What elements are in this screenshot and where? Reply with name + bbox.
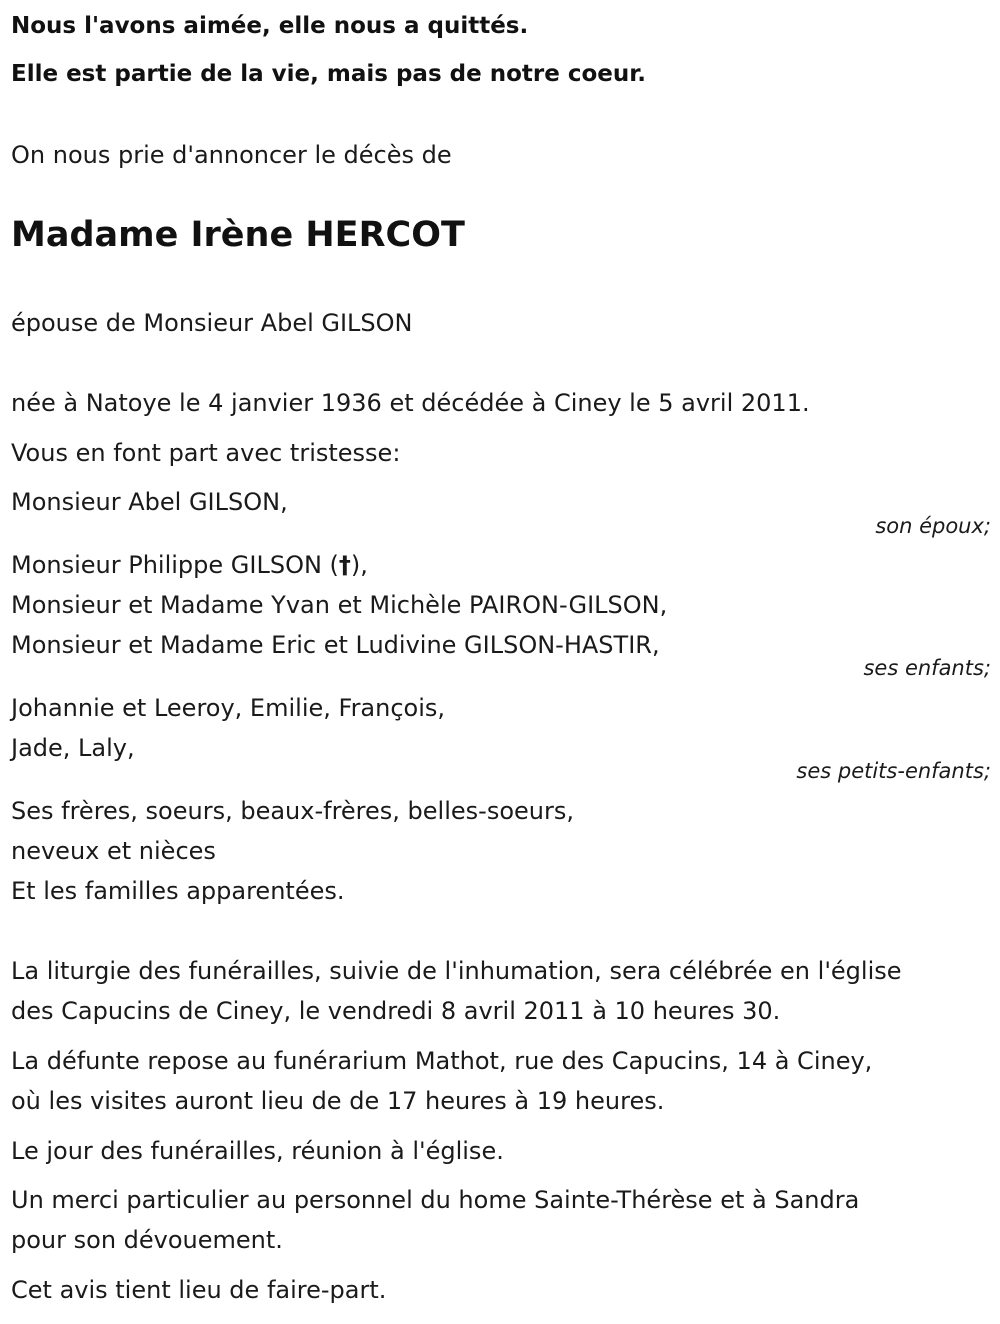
deceased-name: Madame Irène HERCOT — [11, 215, 465, 255]
children-role: ses enfants; — [863, 656, 991, 680]
heading-line-2: Elle est partie de la vie, mais pas de notre coeur. — [11, 61, 647, 87]
spouse-text: épouse de Monsieur Abel GILSON — [11, 309, 413, 337]
child-2: Monsieur et Madame Yvan et Michèle PAIRON-GILSON, — [11, 591, 668, 619]
spouse-role: son époux; — [875, 514, 991, 538]
cross-icon: † — [338, 551, 351, 579]
others-line-1: Ses frères, soeurs, beaux-frères, belles-soeurs, — [11, 797, 574, 825]
intro-text: On nous prie d'annoncer le décès de — [11, 141, 452, 169]
closing-text: Cet avis tient lieu de faire-part. — [11, 1276, 387, 1304]
liturgy-line-1: La liturgie des funérailles, suivie de l'inhumation, sera célébrée en l'église — [11, 957, 902, 985]
heading-line-1: Nous l'avons aimée, elle nous a quittés. — [11, 13, 529, 39]
grandchildren-line-1: Johannie et Leeroy, Emilie, François, — [11, 694, 446, 722]
spouse-name: Monsieur Abel GILSON, — [11, 488, 288, 516]
grandchildren-role: ses petits-enfants; — [796, 759, 991, 783]
rest-line-1: La défunte repose au funérarium Mathot, rue des Capucins, 14 à Ciney, — [11, 1047, 873, 1075]
grandchildren-line-2: Jade, Laly, — [11, 734, 135, 762]
family-intro: Vous en font part avec tristesse: — [11, 439, 401, 467]
child-3: Monsieur et Madame Eric et Ludivine GILSON-HASTIR, — [11, 631, 660, 659]
birth-death-dates: née à Natoye le 4 janvier 1936 et décédée à Ciney le 5 avril 2011. — [11, 389, 810, 417]
others-line-2: neveux et nièces — [11, 837, 216, 865]
child-1-name: Monsieur Philippe GILSON ( — [11, 551, 339, 579]
liturgy-line-2: des Capucins de Ciney, le vendredi 8 avril 2011 à 10 heures 30. — [11, 997, 781, 1025]
child-1-suffix: ), — [350, 551, 368, 579]
rest-line-2: où les visites auront lieu de de 17 heures à 19 heures. — [11, 1087, 665, 1115]
thanks-line-1: Un merci particulier au personnel du home Sainte-Thérèse et à Sandra — [11, 1186, 860, 1214]
thanks-line-2: pour son dévouement. — [11, 1226, 283, 1254]
others-line-3: Et les familles apparentées. — [11, 877, 345, 905]
obituary-notice — [11, 0, 991, 1324]
meeting-text: Le jour des funérailles, réunion à l'église. — [11, 1137, 504, 1165]
child-1 — [11, 550, 368, 580]
